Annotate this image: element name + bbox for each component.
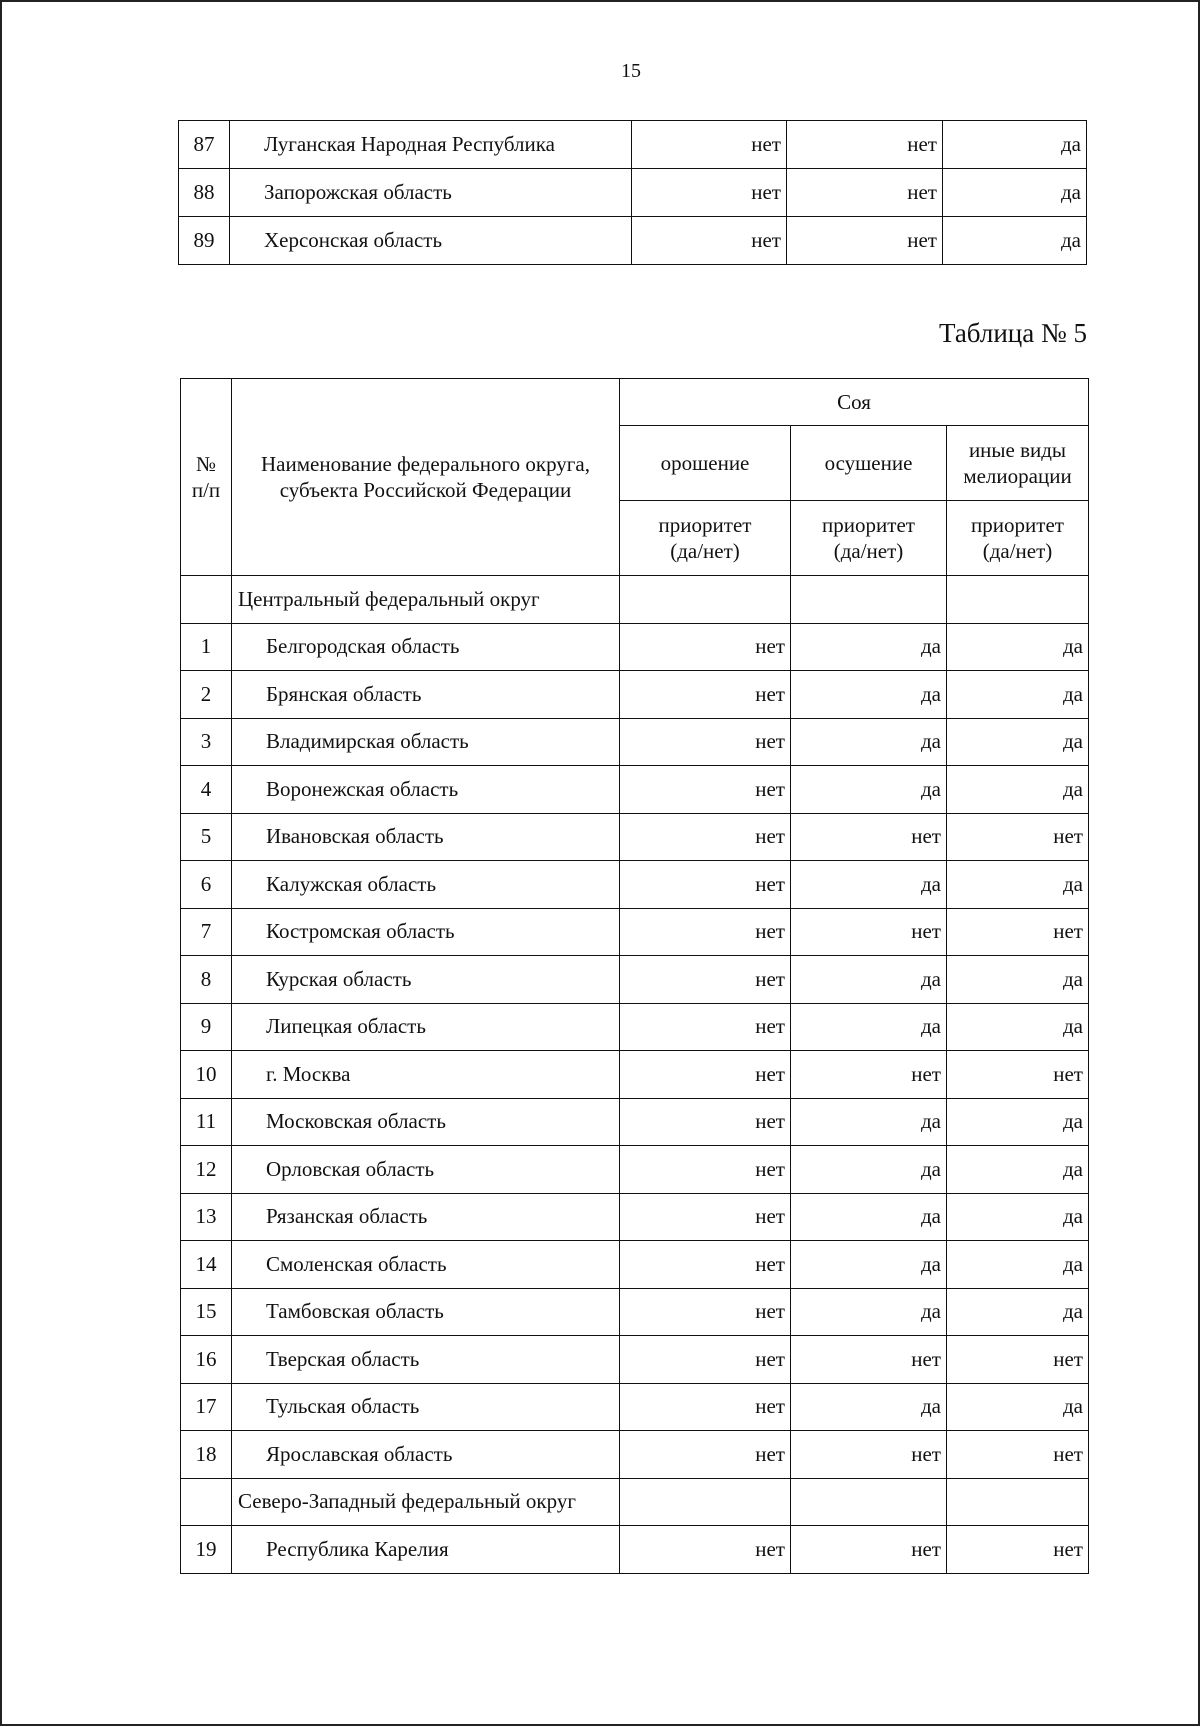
other-melioration-priority: да [947, 861, 1089, 909]
row-number: 10 [181, 1051, 232, 1099]
row-number: 14 [181, 1241, 232, 1289]
header-priority-2: приоритет (да/нет) [791, 501, 947, 576]
drainage-priority: да [791, 1193, 947, 1241]
drainage-priority: нет [787, 121, 943, 169]
irrigation-priority: нет [620, 1288, 791, 1336]
irrigation-priority: нет [620, 1526, 791, 1574]
other-melioration-priority: да [947, 1193, 1089, 1241]
irrigation-priority: нет [620, 1098, 791, 1146]
region-name: Луганская Народная Республика [230, 121, 632, 169]
header-priority-3: приоритет (да/нет) [947, 501, 1089, 576]
irrigation-priority: нет [620, 1383, 791, 1431]
table-row [181, 1051, 1089, 1099]
irrigation-priority: нет [620, 813, 791, 861]
irrigation-priority: нет [632, 217, 787, 265]
region-name: Брянская область [232, 671, 620, 719]
other-melioration-priority: да [947, 1146, 1089, 1194]
row-number: 87 [179, 121, 230, 169]
table-row [181, 623, 1089, 671]
district-name: Центральный федеральный округ [232, 576, 620, 624]
district-row-central [181, 576, 1089, 624]
table-5 [180, 378, 1089, 1574]
drainage-priority: нет [791, 1431, 947, 1479]
irrigation-priority: нет [620, 1146, 791, 1194]
region-name: Тамбовская область [232, 1288, 620, 1336]
drainage-priority: да [791, 861, 947, 909]
drainage-priority: нет [791, 813, 947, 861]
region-name: Курская область [232, 956, 620, 1004]
table-row [179, 217, 1087, 265]
region-name: Ивановская область [232, 813, 620, 861]
row-number: 18 [181, 1431, 232, 1479]
other-melioration-priority: да [947, 1288, 1089, 1336]
table-row [181, 1193, 1089, 1241]
table-row [181, 1241, 1089, 1289]
row-number: 88 [179, 169, 230, 217]
drainage-priority: нет [787, 169, 943, 217]
district-empty-cell [947, 576, 1089, 624]
table-row [181, 1288, 1089, 1336]
region-name: Белгородская область [232, 623, 620, 671]
district-empty-cell [620, 1478, 791, 1526]
header-drainage: осушение [791, 426, 947, 501]
other-melioration-priority: да [947, 956, 1089, 1004]
page-number: 15 [621, 60, 641, 82]
region-name: Липецкая область [232, 1003, 620, 1051]
irrigation-priority: нет [620, 1193, 791, 1241]
other-melioration-priority: да [943, 169, 1087, 217]
region-name: Тверская область [232, 1336, 620, 1384]
drainage-priority: да [791, 1241, 947, 1289]
irrigation-priority: нет [620, 1051, 791, 1099]
region-name: Московская область [232, 1098, 620, 1146]
irrigation-priority: нет [632, 169, 787, 217]
table-row [181, 1526, 1089, 1574]
irrigation-priority: нет [620, 1003, 791, 1051]
region-name: г. Москва [232, 1051, 620, 1099]
other-melioration-priority: да [947, 718, 1089, 766]
other-melioration-priority: да [947, 1098, 1089, 1146]
row-number: 11 [181, 1098, 232, 1146]
region-name: Тульская область [232, 1383, 620, 1431]
irrigation-priority: нет [620, 718, 791, 766]
region-name: Запорожская область [230, 169, 632, 217]
row-number: 8 [181, 956, 232, 1004]
other-melioration-priority: нет [947, 1431, 1089, 1479]
region-name: Орловская область [232, 1146, 620, 1194]
table-row [181, 766, 1089, 814]
row-number: 19 [181, 1526, 232, 1574]
district-empty-cell [791, 576, 947, 624]
drainage-priority: да [791, 1288, 947, 1336]
table-row [181, 1383, 1089, 1431]
region-name: Калужская область [232, 861, 620, 909]
previous-table-body [179, 121, 1087, 265]
irrigation-priority: нет [620, 623, 791, 671]
region-name: Владимирская область [232, 718, 620, 766]
other-melioration-priority: нет [947, 1051, 1089, 1099]
drainage-priority: да [791, 956, 947, 1004]
row-number: 7 [181, 908, 232, 956]
header-num: № п/п [181, 379, 232, 576]
district-empty-cell [620, 576, 791, 624]
table-row [181, 1098, 1089, 1146]
drainage-priority: нет [787, 217, 943, 265]
drainage-priority: нет [791, 1051, 947, 1099]
irrigation-priority: нет [620, 671, 791, 719]
table-row [181, 1431, 1089, 1479]
other-melioration-priority: нет [947, 1526, 1089, 1574]
other-melioration-priority: да [947, 1003, 1089, 1051]
row-number: 5 [181, 813, 232, 861]
table-row [181, 908, 1089, 956]
header-name: Наименование федерального округа, субъекта Российской Федерации [232, 379, 620, 576]
region-name: Костромская область [232, 908, 620, 956]
table-row [181, 718, 1089, 766]
header-crop: Соя [620, 379, 1089, 426]
other-melioration-priority: да [947, 671, 1089, 719]
table-row [181, 1003, 1089, 1051]
table-row [181, 861, 1089, 909]
drainage-priority: да [791, 671, 947, 719]
table-5-body [181, 576, 1089, 1574]
other-melioration-priority: нет [947, 1336, 1089, 1384]
other-melioration-priority: да [947, 766, 1089, 814]
drainage-priority: нет [791, 1526, 947, 1574]
table-row [179, 121, 1087, 169]
drainage-priority: нет [791, 1336, 947, 1384]
region-name: Ярославская область [232, 1431, 620, 1479]
table-row [179, 169, 1087, 217]
irrigation-priority: нет [632, 121, 787, 169]
other-melioration-priority: да [943, 217, 1087, 265]
district-row-northwest [181, 1478, 1089, 1526]
table-caption: Таблица № 5 [939, 318, 1087, 348]
other-melioration-priority: нет [947, 908, 1089, 956]
region-name: Воронежская область [232, 766, 620, 814]
row-number: 16 [181, 1336, 232, 1384]
table-row [181, 671, 1089, 719]
drainage-priority: да [791, 1098, 947, 1146]
district-empty-cell [791, 1478, 947, 1526]
drainage-priority: да [791, 1383, 947, 1431]
district-name: Северо-Западный федеральный округ [232, 1478, 620, 1526]
row-number: 4 [181, 766, 232, 814]
table-row [181, 1146, 1089, 1194]
region-name: Смоленская область [232, 1241, 620, 1289]
district-num-empty [181, 576, 232, 624]
region-name: Рязанская область [232, 1193, 620, 1241]
irrigation-priority: нет [620, 1431, 791, 1479]
region-name: Республика Карелия [232, 1526, 620, 1574]
header-priority-1: приоритет (да/нет) [620, 501, 791, 576]
region-name: Херсонская область [230, 217, 632, 265]
district-num-empty [181, 1478, 232, 1526]
row-number: 89 [179, 217, 230, 265]
drainage-priority: да [791, 718, 947, 766]
row-number: 6 [181, 861, 232, 909]
irrigation-priority: нет [620, 908, 791, 956]
irrigation-priority: нет [620, 766, 791, 814]
drainage-priority: да [791, 1146, 947, 1194]
row-number: 3 [181, 718, 232, 766]
header-other-melioration: иные виды мелиорации [947, 426, 1089, 501]
other-melioration-priority: нет [947, 813, 1089, 861]
other-melioration-priority: да [947, 1241, 1089, 1289]
drainage-priority: нет [791, 908, 947, 956]
drainage-priority: да [791, 1003, 947, 1051]
irrigation-priority: нет [620, 956, 791, 1004]
drainage-priority: да [791, 766, 947, 814]
other-melioration-priority: да [947, 623, 1089, 671]
row-number: 13 [181, 1193, 232, 1241]
header-irrigation: орошение [620, 426, 791, 501]
table-row [181, 956, 1089, 1004]
row-number: 17 [181, 1383, 232, 1431]
district-empty-cell [947, 1478, 1089, 1526]
table-row [181, 1336, 1089, 1384]
table-row [181, 813, 1089, 861]
irrigation-priority: нет [620, 1336, 791, 1384]
previous-table [178, 120, 1087, 265]
row-number: 12 [181, 1146, 232, 1194]
irrigation-priority: нет [620, 1241, 791, 1289]
other-melioration-priority: да [947, 1383, 1089, 1431]
row-number: 1 [181, 623, 232, 671]
row-number: 15 [181, 1288, 232, 1336]
drainage-priority: да [791, 623, 947, 671]
row-number: 2 [181, 671, 232, 719]
row-number: 9 [181, 1003, 232, 1051]
irrigation-priority: нет [620, 861, 791, 909]
other-melioration-priority: да [943, 121, 1087, 169]
